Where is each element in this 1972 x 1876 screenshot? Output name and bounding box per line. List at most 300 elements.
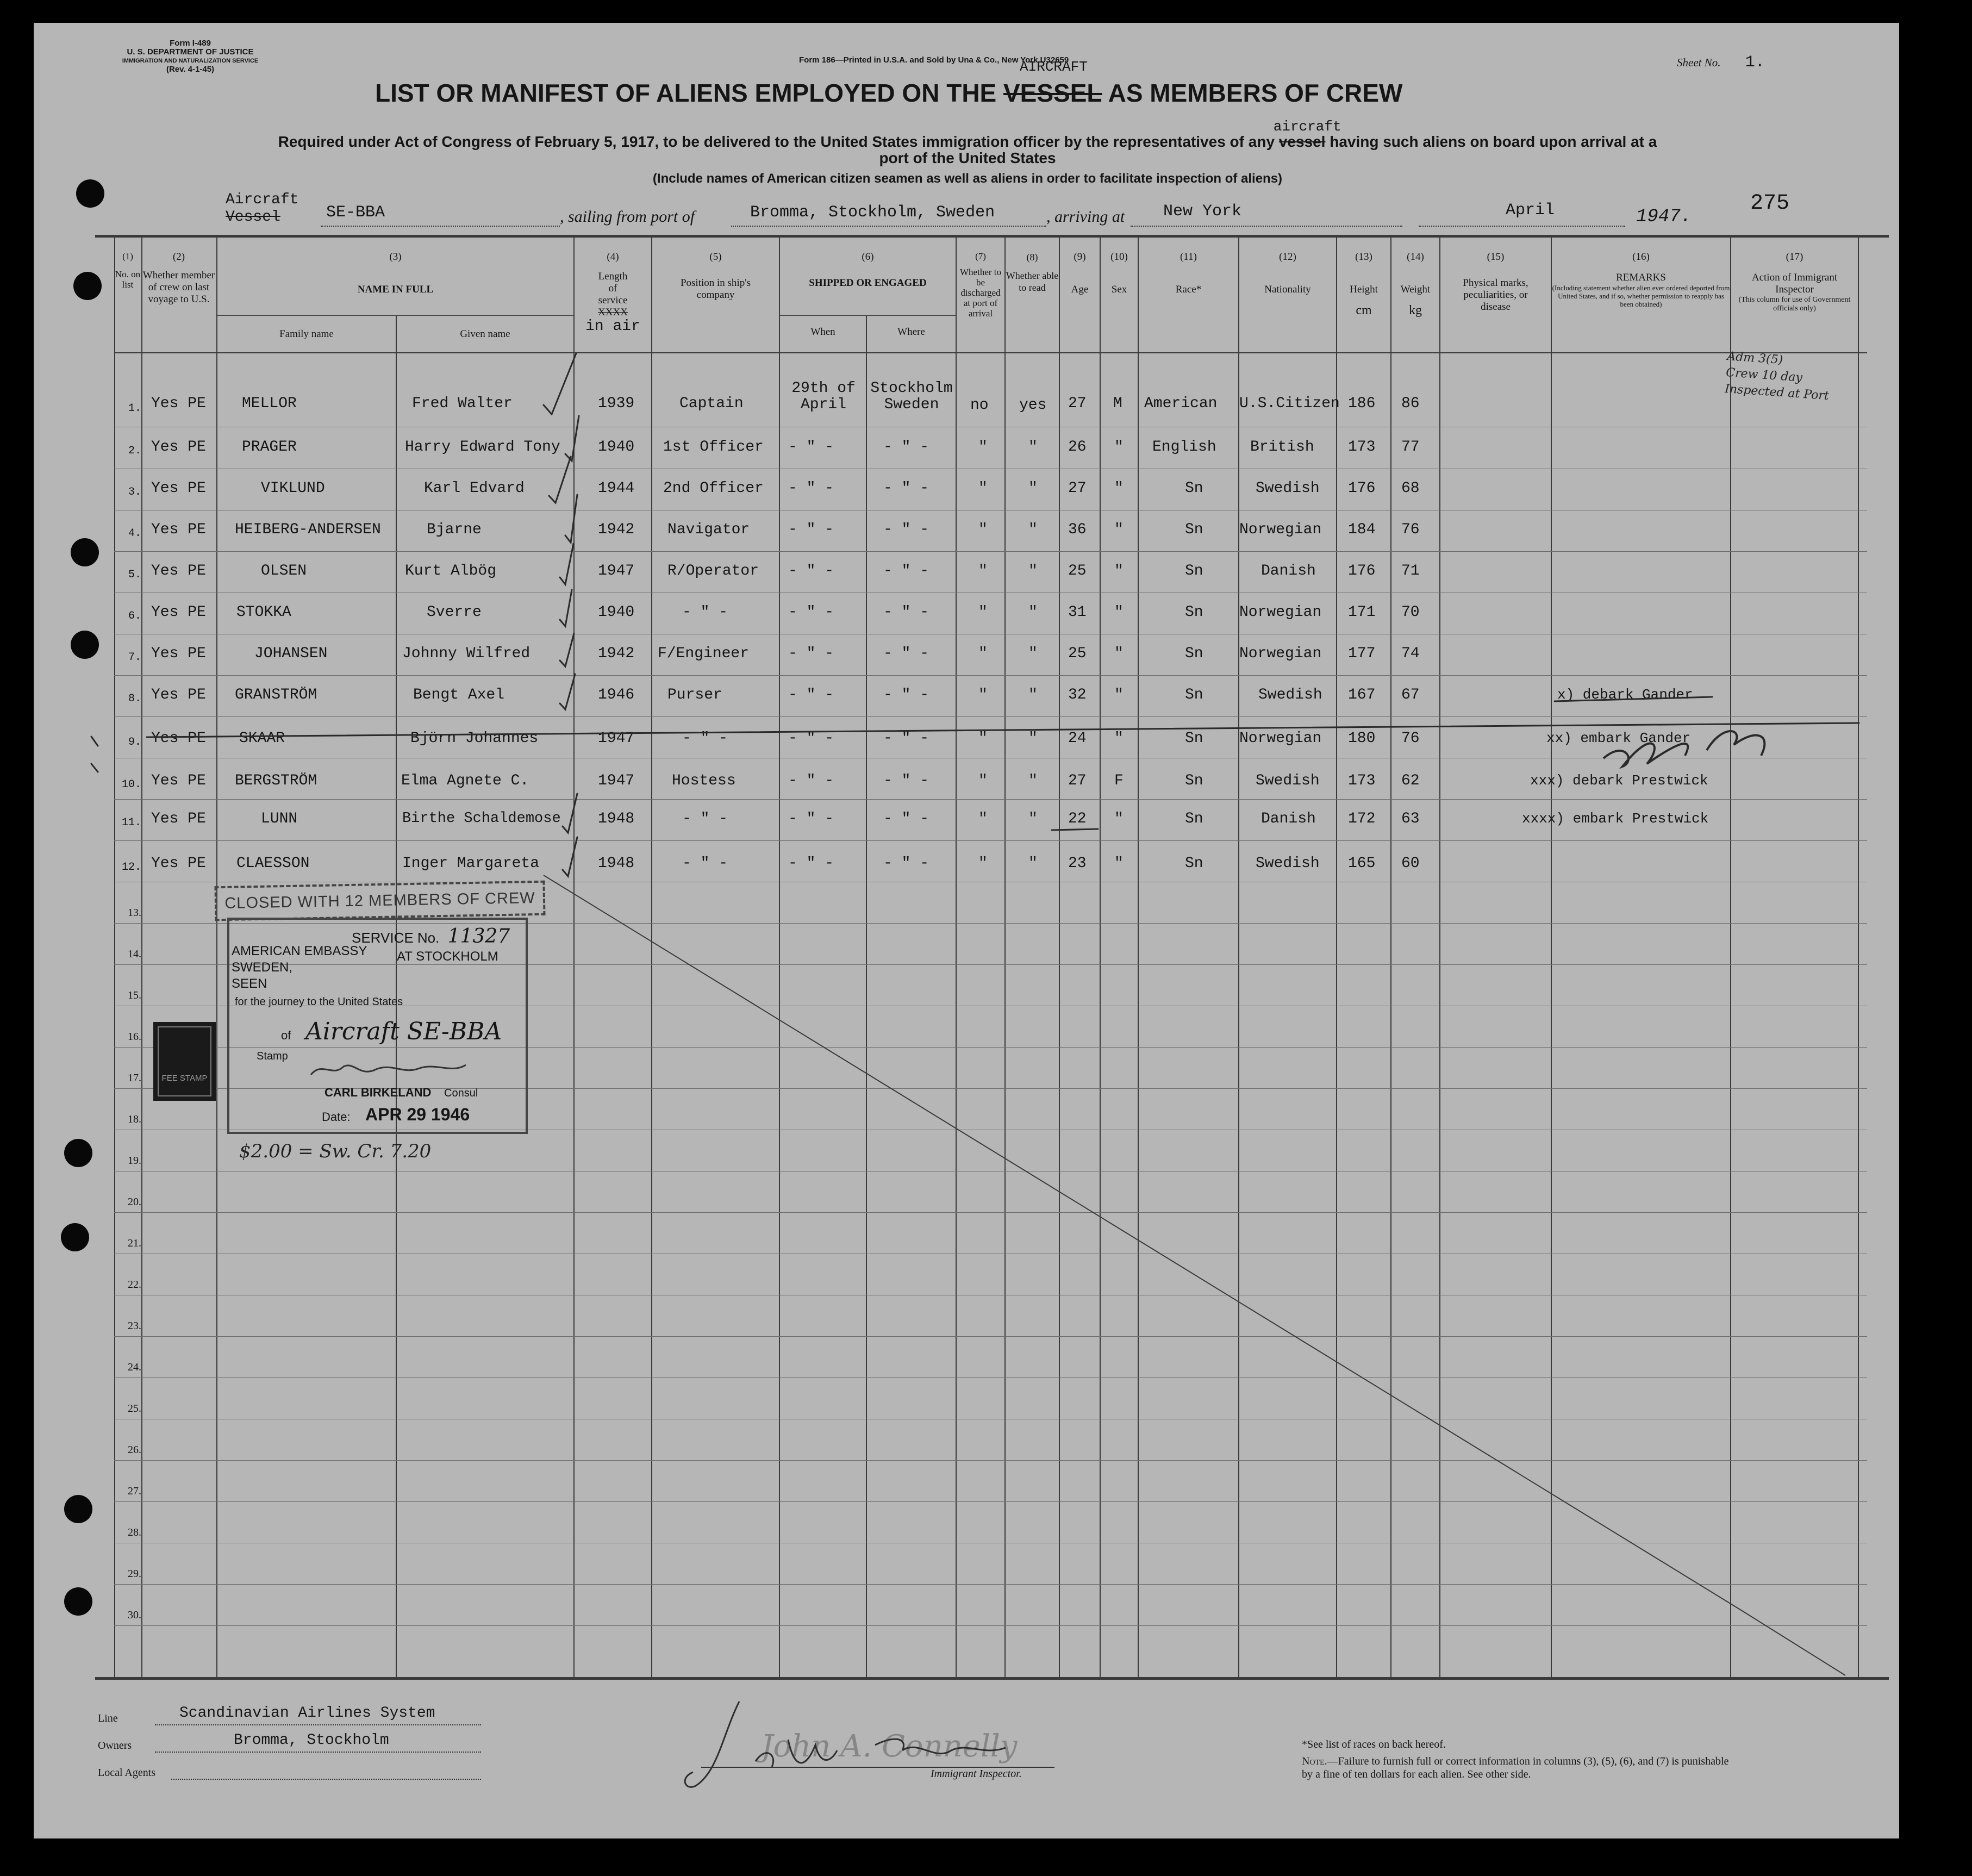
able-to-read: " xyxy=(1028,811,1038,827)
scribble xyxy=(1707,731,1764,756)
discharged: " xyxy=(978,687,988,703)
col-num: (2) xyxy=(172,251,185,263)
sex: F xyxy=(1114,772,1124,789)
row-number: 6. xyxy=(128,610,141,622)
shipped-where: - " - xyxy=(883,645,929,662)
subtitle-line3: (Include names of American citizen seamen as well as aliens in order to facilitate inspection of aliens) xyxy=(652,171,1283,186)
consul-signature xyxy=(305,1058,469,1080)
family-name: PRAGER xyxy=(242,439,297,456)
arriving-label: , arriving at xyxy=(1046,208,1125,226)
race: English xyxy=(1152,439,1216,456)
shipped-when: - " - xyxy=(788,645,834,662)
service-length: 1940 xyxy=(598,439,635,456)
port-from: Bromma, Stockholm, Sweden xyxy=(750,203,995,222)
nationality: Swedish xyxy=(1256,855,1320,872)
service-length: 1944 xyxy=(598,480,635,497)
last-voyage: Yes PE xyxy=(151,439,206,456)
remarks: xxx) debark Prestwick xyxy=(1530,772,1708,789)
discharged: " xyxy=(978,811,988,827)
title-part2: AS MEMBERS OF CREW xyxy=(1108,79,1403,107)
shipped-where: - " - xyxy=(883,772,929,789)
sex: " xyxy=(1114,730,1124,747)
row-number: 11. xyxy=(121,817,141,829)
col-label: NAME IN FULL xyxy=(357,284,434,295)
row-number: 26. xyxy=(128,1444,141,1456)
last-voyage: Yes PE xyxy=(151,730,206,747)
col-note: (Including statement whether alien ever ordered deported from United States, and if so, whether permission to reapply has been obtained) xyxy=(1552,284,1730,308)
given-name: Elma Agnete C. xyxy=(401,772,529,789)
discharged: " xyxy=(978,604,988,621)
subtitle-insert-aircraft: aircraft xyxy=(1273,119,1341,135)
able-to-read: " xyxy=(1028,772,1038,789)
shipped-when: - " - xyxy=(788,730,834,747)
age: 25 xyxy=(1068,645,1087,662)
subtitle-struck-vessel: vessel xyxy=(1278,133,1326,150)
last-voyage: Yes PE xyxy=(151,811,206,827)
aircraft-label: Aircraft xyxy=(226,191,299,208)
diagonal-cancel-line xyxy=(544,875,1845,1675)
position: Captain xyxy=(679,395,744,412)
checkmark xyxy=(549,457,571,503)
position: 2nd Officer xyxy=(663,480,764,497)
sex: " xyxy=(1114,439,1124,456)
consul-name: CARL BIRKELAND xyxy=(324,1086,432,1099)
row-number: 18. xyxy=(128,1113,141,1125)
remarks: x) debark Gander xyxy=(1557,687,1693,703)
shipped-when: - " - xyxy=(788,439,834,456)
races-note: *See list of races on back hereof. xyxy=(1302,1738,1446,1750)
date-label: Date: xyxy=(322,1110,351,1124)
position: Purser xyxy=(667,687,722,703)
discharged: " xyxy=(978,521,988,538)
race: Sn xyxy=(1185,730,1203,747)
race: Sn xyxy=(1185,645,1203,662)
consular-stamp xyxy=(227,918,528,1134)
shipped-where: - " - xyxy=(883,811,929,827)
family-name: LUNN xyxy=(261,811,298,827)
row-number: 8. xyxy=(128,693,141,705)
weight: 74 xyxy=(1401,645,1420,662)
owners-label: Owners xyxy=(98,1740,132,1752)
inspector-signature-name: John A. Connelly xyxy=(761,1729,1018,1764)
col-num: (14) xyxy=(1407,251,1424,263)
shipped-where: - " - xyxy=(883,687,929,703)
service-length: 1940 xyxy=(598,604,635,621)
inspector-note-line3: Inspected at Port xyxy=(1724,382,1830,403)
able-to-read: yes xyxy=(1019,397,1047,414)
age: 22 xyxy=(1068,811,1087,827)
able-to-read: " xyxy=(1028,439,1038,456)
race: American xyxy=(1144,395,1218,412)
shipped-when: - " - xyxy=(788,687,834,703)
family-name: GRANSTRÖM xyxy=(235,687,317,703)
remark-strike xyxy=(1555,697,1712,701)
col-num: (5) xyxy=(709,251,722,263)
able-to-read: " xyxy=(1028,563,1038,579)
discharged: " xyxy=(978,855,988,872)
nationality: Norwegian xyxy=(1239,645,1322,662)
weight: 76 xyxy=(1401,521,1420,538)
sex: " xyxy=(1114,563,1124,579)
age: 31 xyxy=(1068,604,1087,621)
checkmark xyxy=(560,633,574,666)
inspector-note-line1: Adm 3(5) xyxy=(1726,350,1784,367)
col-label: Physical marks, peculiarities, or disease xyxy=(1463,277,1528,313)
row-number: 16. xyxy=(128,1031,141,1043)
row-number: 23. xyxy=(128,1320,141,1332)
race: Sn xyxy=(1185,604,1203,621)
row-number: 9. xyxy=(128,736,141,749)
row-number: 3. xyxy=(128,486,141,498)
weight: 62 xyxy=(1401,772,1420,789)
col-num: (1) xyxy=(122,251,133,261)
position: 1st Officer xyxy=(663,439,764,456)
race: Sn xyxy=(1185,855,1203,872)
shipped-when: - " - xyxy=(788,855,834,872)
sex: M xyxy=(1113,395,1122,412)
position: R/Operator xyxy=(667,563,759,579)
weight: 76 xyxy=(1401,730,1420,747)
age: 27 xyxy=(1068,395,1087,412)
age: 26 xyxy=(1068,439,1087,456)
height: 177 xyxy=(1348,645,1376,662)
height: 167 xyxy=(1348,687,1376,703)
where-subheader: Where xyxy=(897,326,925,338)
able-to-read: " xyxy=(1028,604,1038,621)
row-number: 10. xyxy=(121,778,141,791)
embassy-location: AT STOCKHOLM xyxy=(397,949,498,964)
fee-handwritten: $2.00 = Sw. Cr. 7.20 xyxy=(239,1140,432,1162)
footer-note xyxy=(1302,1755,1737,1781)
row-number: 29. xyxy=(128,1568,141,1580)
service-length: 1946 xyxy=(598,687,635,703)
row-number: 21. xyxy=(128,1237,141,1249)
row-number: 1. xyxy=(128,402,141,415)
row-number: 5. xyxy=(128,569,141,581)
remarks: xx) embark Gander xyxy=(1546,730,1691,746)
col-label: Whether to be discharged at port of arrival xyxy=(960,267,1001,319)
age: 36 xyxy=(1068,521,1087,538)
col-label: Whether member of crew on last voyage to U.S. xyxy=(142,270,215,305)
col-num: (13) xyxy=(1355,251,1372,263)
sex: " xyxy=(1114,521,1124,538)
arrival-month: April xyxy=(1506,201,1555,220)
row-number: 25. xyxy=(128,1403,141,1414)
able-to-read: " xyxy=(1028,855,1038,872)
col-num: (12) xyxy=(1279,251,1296,263)
given-name: Birthe Schaldemose xyxy=(402,811,561,827)
position: - " - xyxy=(682,811,728,827)
given-name: Karl Edvard xyxy=(424,480,525,497)
sex: " xyxy=(1114,480,1124,497)
family-name: VIKLUND xyxy=(261,480,325,497)
height: 176 xyxy=(1348,480,1376,497)
position: - " - xyxy=(682,730,728,747)
revenue-fee-stamp xyxy=(153,1022,216,1101)
height: 186 xyxy=(1348,395,1376,412)
height: 173 xyxy=(1348,439,1376,456)
family-name: SKAAR xyxy=(239,730,285,747)
given-name: Bjarne xyxy=(427,521,482,538)
nationality: U.S.Citizen xyxy=(1239,395,1340,412)
last-voyage: Yes PE xyxy=(151,563,206,579)
service-length: 1939 xyxy=(598,395,635,412)
shipped-when: - " - xyxy=(788,811,834,827)
given-name: Bengt Axel xyxy=(413,687,505,703)
shipped-where: - " - xyxy=(883,604,929,621)
last-voyage: Yes PE xyxy=(151,772,206,789)
given-name: Harry Edward Tony xyxy=(405,439,560,456)
row-number: 4. xyxy=(128,527,141,540)
journey-text: for the journey to the United States xyxy=(235,996,403,1008)
position: Navigator xyxy=(667,521,750,538)
checkmark xyxy=(565,495,577,543)
service-length: 1947 xyxy=(598,563,635,579)
shipped-where: - " - xyxy=(883,439,929,456)
col-num: (7) xyxy=(975,251,986,261)
last-voyage: Yes PE xyxy=(151,604,206,621)
given-name: Fred Walter xyxy=(412,395,513,412)
col-label: Age xyxy=(1071,284,1089,295)
row-number: 15. xyxy=(128,989,141,1001)
col-unit: cm xyxy=(1356,303,1372,317)
arrival-year: 1947. xyxy=(1636,207,1692,227)
of-label: of xyxy=(281,1029,291,1042)
family-name: JOHANSEN xyxy=(254,645,328,662)
col-num: (6) xyxy=(862,251,874,263)
note-text: —Failure to furnish full or correct information in columns (3), (5), (6), and (7) is punishable by a fine of ten dollars for each alien. See other side. xyxy=(1302,1755,1729,1780)
last-voyage: Yes PE xyxy=(151,521,206,538)
position: Hostess xyxy=(672,772,736,789)
agents-underline xyxy=(171,1779,481,1780)
shipped-when: 29th of April xyxy=(791,380,856,413)
col-label: Race* xyxy=(1175,284,1202,295)
subtitle-part1: Required under Act of Congress of February 5, 1917, to be delivered to the United States immigration officer by the representatives of any xyxy=(278,133,1275,150)
vessel-name: SE-BBA xyxy=(326,203,385,222)
embassy-name: AMERICAN EMBASSY xyxy=(232,944,367,958)
sheet-number: 1. xyxy=(1745,53,1765,72)
col-label: Sex xyxy=(1111,284,1127,295)
shipped-where: Stockholm Sweden xyxy=(870,380,953,413)
height: 180 xyxy=(1348,730,1376,747)
col-insert-in-air: in air xyxy=(585,318,640,335)
col-label: Position in ship's company xyxy=(680,277,751,301)
row-number: 28. xyxy=(128,1526,141,1538)
family-name: BERGSTRÖM xyxy=(235,772,317,789)
col-struck: XXXX xyxy=(598,307,628,318)
row-number: 27. xyxy=(128,1485,141,1497)
row-number: 24. xyxy=(128,1361,141,1373)
embassy-country: SWEDEN, xyxy=(232,960,293,975)
row-number: 14. xyxy=(128,948,141,960)
height: 171 xyxy=(1348,604,1376,621)
discharged: " xyxy=(978,480,988,497)
row-number: 13. xyxy=(128,907,141,919)
fee-stamp-text: FEE STAMP xyxy=(161,1074,208,1083)
row-number: 7. xyxy=(128,651,141,664)
title-struck-vessel: VESSEL xyxy=(1003,79,1102,107)
sex: " xyxy=(1114,687,1124,703)
able-to-read: " xyxy=(1028,687,1038,703)
owners-underline xyxy=(155,1752,481,1753)
position: - " - xyxy=(682,604,728,621)
service-length: 1942 xyxy=(598,645,635,662)
remarks: xxxx) embark Prestwick xyxy=(1522,811,1709,827)
height: 176 xyxy=(1348,563,1376,579)
shipped-when: - " - xyxy=(788,772,834,789)
col-num: (8) xyxy=(1026,252,1038,263)
service-length: 1942 xyxy=(598,521,635,538)
checkmark xyxy=(563,794,577,833)
discharged: no xyxy=(970,397,989,414)
col-label: No. on list xyxy=(115,269,141,290)
title-part1: LIST OR MANIFEST OF ALIENS EMPLOYED ON THE xyxy=(375,79,997,107)
nationality: British xyxy=(1250,439,1314,456)
nationality: Danish xyxy=(1261,811,1316,827)
weight: 70 xyxy=(1401,604,1420,621)
row-number: 22. xyxy=(128,1279,141,1291)
col-label: Weight xyxy=(1400,284,1431,295)
able-to-read: " xyxy=(1028,480,1038,497)
height: 184 xyxy=(1348,521,1376,538)
form-revision: (Rev. 4-1-45) xyxy=(166,65,215,74)
checkmark xyxy=(560,590,572,626)
age: 24 xyxy=(1068,730,1087,747)
nationality: Swedish xyxy=(1258,687,1322,703)
weight: 68 xyxy=(1401,480,1420,497)
col-num: (15) xyxy=(1487,251,1505,263)
nationality: Danish xyxy=(1261,563,1316,579)
last-voyage: Yes PE xyxy=(151,480,206,497)
position: F/Engineer xyxy=(658,645,750,662)
nationality: Swedish xyxy=(1256,772,1320,789)
given-name: Björn Johannes xyxy=(410,730,539,747)
sheet-label: Sheet No. xyxy=(1677,56,1721,69)
row-9-strike xyxy=(147,723,1859,737)
stamp-number-275: 275 xyxy=(1750,191,1790,216)
nationality: Swedish xyxy=(1256,480,1320,497)
height: 173 xyxy=(1348,772,1376,789)
given-name-subheader: Given name xyxy=(460,328,510,340)
col-label: Action of Immigrant Inspector xyxy=(1751,272,1838,295)
sex: " xyxy=(1114,811,1124,827)
col-label: REMARKS xyxy=(1616,272,1666,283)
col-label: Length of service xyxy=(598,271,628,306)
age: 27 xyxy=(1068,772,1087,789)
weight: 77 xyxy=(1401,439,1420,456)
given-name: Inger Margareta xyxy=(402,855,540,872)
shipped-where: - " - xyxy=(883,563,929,579)
weight: 67 xyxy=(1401,687,1420,703)
sex: " xyxy=(1114,645,1124,662)
sex: " xyxy=(1114,604,1124,621)
height: 172 xyxy=(1348,811,1376,827)
discharged: " xyxy=(978,645,988,662)
age: 25 xyxy=(1068,563,1087,579)
row-number: 2. xyxy=(128,445,141,457)
when-subheader: When xyxy=(810,326,835,338)
last-voyage: Yes PE xyxy=(151,687,206,703)
family-name-subheader: Family name xyxy=(279,328,334,340)
race: Sn xyxy=(1185,772,1203,789)
col-num: (9) xyxy=(1074,251,1086,263)
position: - " - xyxy=(682,855,728,872)
line-value: Scandinavian Airlines System xyxy=(179,1705,435,1722)
service-name: IMMIGRATION AND NATURALIZATION SERVICE xyxy=(122,58,259,64)
sex: " xyxy=(1114,855,1124,872)
port-to: New York xyxy=(1163,202,1242,221)
shipped-when: - " - xyxy=(788,563,834,579)
shipped-when: - " - xyxy=(788,604,834,621)
family-name: HEIBERG-ANDERSEN xyxy=(235,521,381,538)
col-label: Height xyxy=(1350,284,1378,295)
col-label: Nationality xyxy=(1264,284,1311,295)
owners-value: Bromma, Stockholm xyxy=(234,1732,389,1749)
aircraft-handwritten: Aircraft SE-BBA xyxy=(305,1018,502,1045)
inspector-title: Immigrant Inspector. xyxy=(931,1768,1022,1780)
shipped-where: - " - xyxy=(883,480,929,497)
last-voyage: Yes PE xyxy=(151,645,206,662)
age: 23 xyxy=(1068,855,1087,872)
able-to-read: " xyxy=(1028,521,1038,538)
stamp-label: Stamp xyxy=(257,1050,288,1062)
stamp-date: APR 29 1946 xyxy=(365,1105,470,1124)
title-insert-aircraft: AIRCRAFT xyxy=(1020,59,1088,75)
margin-tick xyxy=(91,764,98,772)
shipped-where: - " - xyxy=(883,521,929,538)
discharged: " xyxy=(978,730,988,747)
nationality: Norwegian xyxy=(1239,730,1322,747)
col-num: (17) xyxy=(1786,251,1803,263)
col-label: Whether able to read xyxy=(1006,270,1059,293)
consul-title: Consul xyxy=(444,1087,478,1099)
race: Sn xyxy=(1185,521,1203,538)
height: 165 xyxy=(1348,855,1376,872)
weight: 63 xyxy=(1401,811,1420,827)
col-unit: kg xyxy=(1409,303,1422,317)
checkmark xyxy=(544,353,576,414)
margin-tick xyxy=(91,737,98,746)
able-to-read: " xyxy=(1028,645,1038,662)
closed-stamp-text: CLOSED WITH 12 MEMBERS OF CREW xyxy=(224,889,535,912)
row-number: 30. xyxy=(128,1609,141,1621)
sailing-label: , sailing from port of xyxy=(560,208,695,226)
family-name: MELLOR xyxy=(242,395,297,412)
given-name: Johnny Wilfred xyxy=(402,645,531,662)
department-name: U. S. DEPARTMENT OF JUSTICE xyxy=(127,47,254,57)
race: Sn xyxy=(1185,687,1203,703)
last-voyage: Yes PE xyxy=(151,395,206,412)
service-number: 11327 xyxy=(447,925,510,948)
service-length: 1948 xyxy=(598,811,635,827)
embassy-seen: SEEN xyxy=(232,976,267,991)
col-label: SHIPPED OR ENGAGED xyxy=(809,277,927,289)
note-label: Note. xyxy=(1302,1755,1327,1767)
service-number-row xyxy=(352,925,510,948)
service-length: 1947 xyxy=(598,730,635,747)
shipped-where: - " - xyxy=(883,855,929,872)
printer-line: Form 186—Printed in U.S.A. and Sold by Una & Co., New York U32659 xyxy=(799,55,1069,65)
line-underline xyxy=(155,1724,481,1725)
col-num: (11) xyxy=(1180,251,1197,263)
discharged: " xyxy=(978,439,988,456)
row-11-underline xyxy=(1052,829,1098,830)
age: 32 xyxy=(1068,687,1087,703)
service-length: 1948 xyxy=(598,855,635,872)
service-length: 1947 xyxy=(598,772,635,789)
subtitle-part2: having such aliens on board upon arrival at a xyxy=(1330,133,1657,150)
shipped-when: - " - xyxy=(788,521,834,538)
